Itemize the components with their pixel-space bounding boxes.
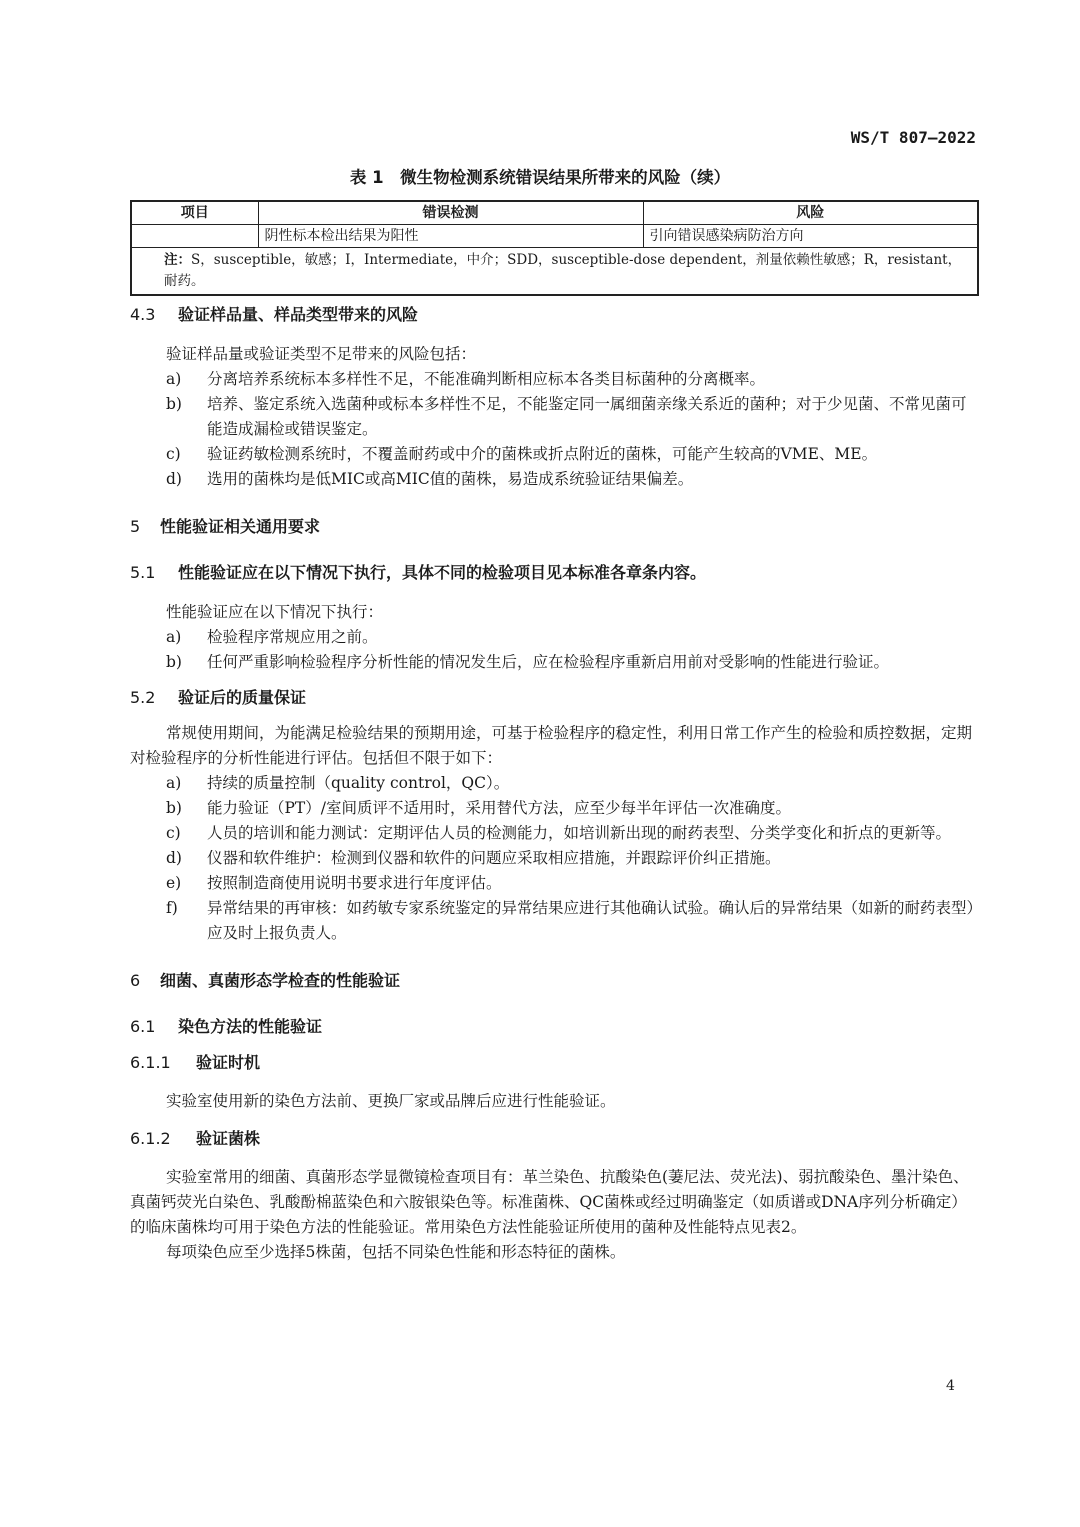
paragraph: 性能验证应在以下情况下执行： — [166, 603, 384, 621]
item-text: 选用的菌株均是低MIC或高MIC值的菌株，易造成系统验证结果偏差。 — [207, 470, 694, 488]
column-header: 项目 — [131, 201, 258, 225]
section-title: 染色方法的性能验证 — [178, 1017, 323, 1036]
section-title: 验证后的质量保证 — [178, 688, 307, 707]
list-item — [130, 771, 980, 796]
section-title: 验证菌株 — [196, 1129, 261, 1148]
item-label: e) — [166, 874, 182, 892]
list-item — [130, 442, 980, 467]
section-heading-6-1 — [130, 1014, 980, 1040]
section-number: 4.3 — [130, 305, 156, 324]
item-text: 验证药敏检测系统时，不覆盖耐药或中介的菌株或折点附近的菌株，可能产生较高的VME、ME。 — [207, 445, 878, 463]
item-text: 按照制造商使用说明书要求进行年度评估。 — [207, 874, 502, 892]
list-item — [130, 871, 980, 896]
section-heading-4-3 — [130, 302, 980, 328]
list-item — [130, 846, 980, 871]
table-cell — [131, 225, 258, 248]
list-item — [130, 821, 980, 846]
section-title: 细菌、真菌形态学检查的性能验证 — [160, 971, 401, 990]
section-heading-6-1-1 — [130, 1050, 980, 1076]
section-title: 验证样品量、样品类型带来的风险 — [178, 305, 419, 324]
table-header-row — [131, 201, 978, 225]
section-number: 5.1 — [130, 563, 156, 582]
item-text: 持续的质量控制（quality control，QC）。 — [207, 774, 510, 792]
item-label: b) — [166, 653, 182, 671]
list-item — [130, 796, 980, 821]
table-note — [131, 248, 978, 296]
section-number: 5 — [130, 517, 141, 536]
column-header: 错误检测 — [258, 201, 643, 225]
item-label: d) — [166, 849, 182, 867]
table-cell: 引向错误感染病防治方向 — [643, 225, 978, 248]
item-text: 人员的培训和能力测试：定期评估人员的检测能力，如培训新出现的耐药表型、分类学变化和折点的更新等。 — [207, 824, 952, 842]
paragraph: 实验室常用的细菌、真菌形态学显微镜检查项目有：革兰染色、抗酸染色(萋尼法、荧光法)、弱抗酸染色、墨汁染色、真菌钙荧光白染色、乳酸酚棉蓝染色和六胺银染色等。标准菌株、QC菌株或经过明确鉴定（如质谱或DNA序列分析确定）的临床菌株均可用于染色方法的性能验证。常用染色方法性能验证所使用的菌种及性能特点见表2。 — [130, 1168, 969, 1236]
list-item — [130, 467, 980, 492]
table-cell: 阴性标本检出结果为阳性 — [258, 225, 643, 248]
section-title: 性能验证应在以下情况下执行，具体不同的检验项目见本标准各章条内容。 — [178, 563, 707, 582]
risk-table — [130, 200, 979, 296]
document-body — [130, 302, 980, 1265]
standard-code: WS/T 807—2022 — [850, 128, 976, 147]
page-number: 4 — [946, 1378, 955, 1394]
item-label: c) — [166, 824, 181, 842]
item-label: a) — [166, 628, 182, 646]
paragraph: 验证样品量或验证类型不足带来的风险包括： — [166, 345, 477, 363]
section-title: 性能验证相关通用要求 — [160, 517, 321, 536]
table-note-row — [131, 248, 978, 296]
list-item — [130, 367, 980, 392]
item-text: 检验程序常规应用之前。 — [207, 628, 378, 646]
list-item — [130, 896, 980, 946]
item-label: d) — [166, 470, 182, 488]
item-label: a) — [166, 774, 182, 792]
note-label: 注： — [164, 252, 191, 268]
note-text: S，susceptible，敏感；I，Intermediate，中介；SDD，susceptible-dose dependent，剂量依赖性敏感；R，resistant，耐药。 — [164, 252, 962, 289]
item-label: c) — [166, 445, 181, 463]
section-heading-5-2 — [130, 685, 980, 711]
section-number: 6.1.1 — [130, 1053, 171, 1072]
column-header: 风险 — [643, 201, 978, 225]
item-text: 异常结果的再审核：如药敏专家系统鉴定的异常结果应进行其他确认试验。确认后的异常结果（如新的耐药表型）应及时上报负责人。 — [207, 899, 975, 942]
section-heading-5-1 — [130, 560, 980, 586]
item-label: a) — [166, 370, 182, 388]
section-number: 5.2 — [130, 688, 156, 707]
list-item — [130, 625, 980, 650]
item-text: 能力验证（PT）/室间质评不适用时，采用替代方法，应至少每半年评估一次准确度。 — [207, 799, 791, 817]
section-number: 6.1.2 — [130, 1129, 171, 1148]
table-row — [131, 225, 978, 248]
section-title: 验证时机 — [196, 1053, 261, 1072]
paragraph: 常规使用期间，为能满足检验结果的预期用途，可基于检验程序的稳定性，利用日常工作产生的检验和质控数据，定期对检验程序的分析性能进行评估。包括但不限于如下： — [130, 724, 973, 767]
item-label: b) — [166, 799, 182, 817]
paragraph: 实验室使用新的染色方法前、更换厂家或品牌后应进行性能验证。 — [166, 1092, 616, 1110]
list-item — [130, 650, 980, 675]
section-heading-6-1-2 — [130, 1126, 980, 1152]
list-item — [130, 392, 980, 442]
table-caption: 表 1 微生物检测系统错误结果所带来的风险（续） — [349, 168, 731, 187]
item-label: b) — [166, 395, 182, 413]
item-text: 任何严重影响检验程序分析性能的情况发生后，应在检验程序重新启用前对受影响的性能进行验证。 — [207, 653, 890, 671]
section-number: 6.1 — [130, 1017, 156, 1036]
chapter-heading-6 — [130, 968, 980, 994]
item-text: 仪器和软件维护：检测到仪器和软件的问题应采取相应措施，并跟踪评价纠正措施。 — [207, 849, 781, 867]
item-label: f) — [166, 899, 178, 917]
chapter-heading-5 — [130, 514, 980, 540]
paragraph: 每项染色应至少选择5株菌，包括不同染色性能和形态特征的菌株。 — [166, 1243, 626, 1261]
item-text: 分离培养系统标本多样性不足，不能准确判断相应标本各类目标菌种的分离概率。 — [207, 370, 766, 388]
section-number: 6 — [130, 971, 141, 990]
item-text: 培养、鉴定系统入选菌种或标本多样性不足，不能鉴定同一属细菌亲缘关系近的菌种；对于少见菌、不常见菌可能造成漏检或错误鉴定。 — [207, 395, 967, 438]
